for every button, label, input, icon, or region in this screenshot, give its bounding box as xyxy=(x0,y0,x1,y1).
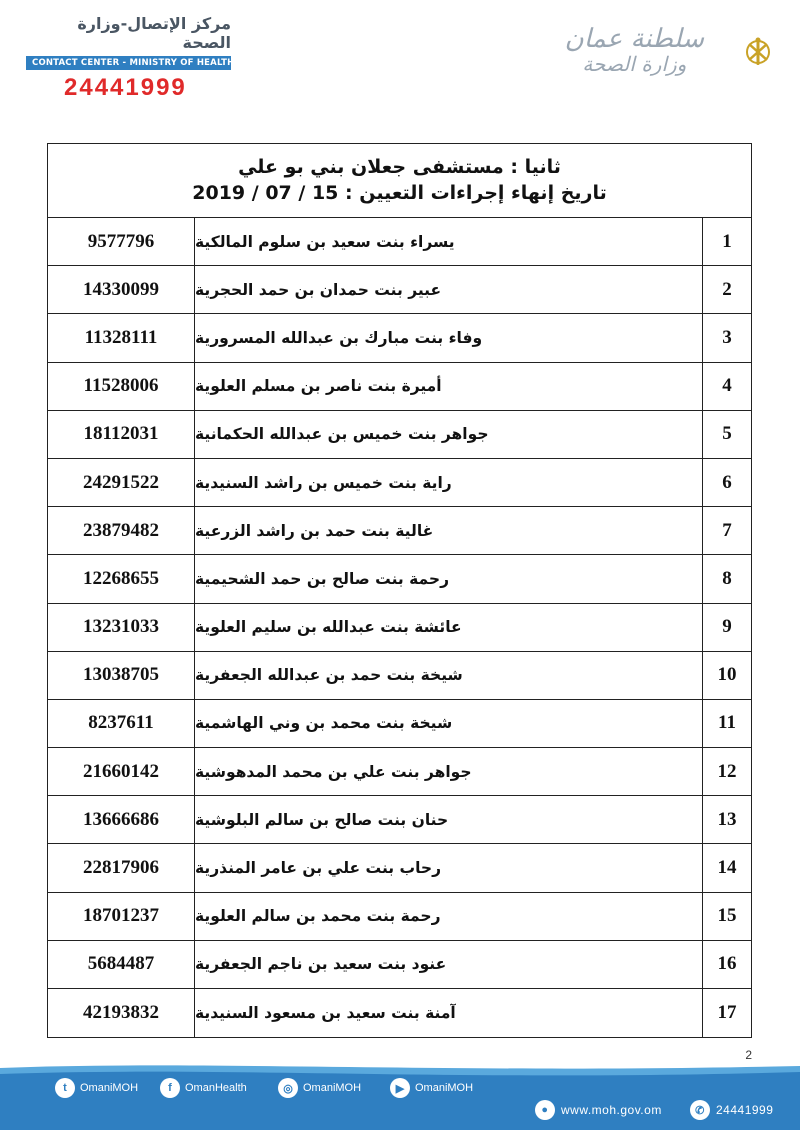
row-index: 17 xyxy=(717,1002,737,1024)
table-row xyxy=(48,363,751,411)
row-index: 8 xyxy=(722,567,732,589)
row-name: رحمة بنت محمد بن سالم العلوية xyxy=(195,893,703,940)
table-title xyxy=(48,144,751,218)
row-number: 18701237 xyxy=(48,893,195,940)
table-row xyxy=(48,266,751,314)
row-number: 11328111 xyxy=(48,314,195,361)
row-index: 16 xyxy=(717,953,737,975)
footer-phone-number: 24441999 xyxy=(716,1103,774,1117)
oman-emblem-icon xyxy=(714,12,786,92)
row-number: 12268655 xyxy=(48,555,195,602)
row-name: شيخة بنت محمد بن وني الهاشمية xyxy=(195,700,703,747)
table-row xyxy=(48,652,751,700)
footer-website[interactable] xyxy=(535,1100,662,1120)
row-index: 12 xyxy=(717,760,737,782)
footer-twitter[interactable] xyxy=(55,1078,138,1098)
row-name: يسراء بنت سعيد بن سلوم المالكية xyxy=(195,218,703,265)
row-number: 18112031 xyxy=(48,411,195,458)
table-row xyxy=(48,218,751,266)
table-row xyxy=(48,748,751,796)
row-name: جواهر بنت علي بن محمد المدهوشية xyxy=(195,748,703,795)
contact-center-block xyxy=(26,14,235,102)
instagram-icon: ◎ xyxy=(278,1078,298,1098)
logo-line-ministry: وزارة الصحة xyxy=(582,52,687,76)
row-name: جواهر بنت خميس بن عبدالله الحكمانية xyxy=(195,411,703,458)
row-name: عائشة بنت عبدالله بن سليم العلوية xyxy=(195,604,703,651)
row-index: 3 xyxy=(722,326,732,348)
twitter-handle: OmaniMOH xyxy=(80,1082,139,1094)
moh-logo-text xyxy=(565,24,704,76)
hospital-title: ثانيا : مستشفى جعلان بني بو علي xyxy=(238,156,561,178)
row-number: 13231033 xyxy=(48,604,195,651)
youtube-icon: ▶ xyxy=(390,1078,410,1098)
row-name: أميرة بنت ناصر بن مسلم العلوية xyxy=(195,363,703,410)
row-index: 4 xyxy=(722,375,732,397)
row-name: رحمة بنت صالح بن حمد الشحيمية xyxy=(195,555,703,602)
row-name: حنان بنت صالح بن سالم البلوشية xyxy=(195,796,703,843)
moh-logo xyxy=(526,12,786,92)
table-row xyxy=(48,314,751,362)
row-index: 11 xyxy=(718,712,736,734)
page-footer xyxy=(0,1060,800,1130)
row-name: غالية بنت حمد بن راشد الزرعية xyxy=(195,507,703,554)
globe-icon: ● xyxy=(535,1100,555,1120)
row-name: راية بنت خميس بن راشد السنيدية xyxy=(195,459,703,506)
facebook-handle: OmanHealth xyxy=(185,1082,247,1094)
row-index: 9 xyxy=(722,616,732,638)
table-row xyxy=(48,796,751,844)
appointment-date-title: تاريخ إنهاء إجراءات التعيين : 15 / 07 / 2019 xyxy=(192,182,607,204)
table-row xyxy=(48,700,751,748)
table-row xyxy=(48,459,751,507)
table-body xyxy=(48,218,751,1037)
row-name: آمنة بنت سعيد بن مسعود السنيدية xyxy=(195,989,703,1037)
instagram-handle: OmaniMOH xyxy=(303,1082,362,1094)
twitter-icon: t xyxy=(55,1078,75,1098)
row-name: عنود بنت سعيد بن ناجم الجعفرية xyxy=(195,941,703,988)
row-index: 13 xyxy=(717,808,737,830)
row-index: 15 xyxy=(717,905,737,927)
footer-facebook[interactable] xyxy=(160,1078,247,1098)
table-row xyxy=(48,941,751,989)
page-header xyxy=(0,0,800,110)
row-number: 13666686 xyxy=(48,796,195,843)
website-url: www.moh.gov.om xyxy=(561,1103,662,1117)
appointments-table xyxy=(47,143,752,1038)
row-index: 7 xyxy=(722,519,732,541)
footer-phone[interactable] xyxy=(690,1100,773,1120)
facebook-icon: f xyxy=(160,1078,180,1098)
row-index: 6 xyxy=(722,471,732,493)
row-name: شيخة بنت حمد بن عبدالله الجعفرية xyxy=(195,652,703,699)
row-number: 11528006 xyxy=(48,363,195,410)
table-row xyxy=(48,844,751,892)
row-name: وفاء بنت مبارك بن عبدالله المسرورية xyxy=(195,314,703,361)
row-number: 8237611 xyxy=(48,700,195,747)
row-number: 24291522 xyxy=(48,459,195,506)
row-number: 14330099 xyxy=(48,266,195,313)
row-index: 1 xyxy=(722,230,732,252)
row-number: 9577796 xyxy=(48,218,195,265)
phone-icon: ✆ xyxy=(690,1100,710,1120)
footer-instagram[interactable] xyxy=(278,1078,361,1098)
contact-center-english: CONTACT CENTER - MINISTRY OF HEALTH xyxy=(26,56,231,70)
row-number: 5684487 xyxy=(48,941,195,988)
table-row xyxy=(48,989,751,1037)
row-index: 5 xyxy=(722,423,732,445)
row-number: 23879482 xyxy=(48,507,195,554)
row-name: رحاب بنت علي بن عامر المنذرية xyxy=(195,844,703,891)
row-name: عبير بنت حمدان بن حمد الحجرية xyxy=(195,266,703,313)
table-row xyxy=(48,555,751,603)
row-index: 2 xyxy=(722,278,732,300)
row-number: 22817906 xyxy=(48,844,195,891)
row-index: 14 xyxy=(717,857,737,879)
row-number: 21660142 xyxy=(48,748,195,795)
youtube-handle: OmaniMOH xyxy=(415,1082,474,1094)
logo-line-sultanate: سلطنة عمان xyxy=(564,24,704,54)
table-row xyxy=(48,411,751,459)
table-row xyxy=(48,604,751,652)
row-index: 10 xyxy=(717,664,737,686)
page-number: 2 xyxy=(745,1048,752,1062)
contact-phone: 24441999 xyxy=(64,74,187,101)
footer-youtube[interactable] xyxy=(390,1078,473,1098)
contact-center-arabic: مركز الإتصال-وزارة الصحة xyxy=(77,14,231,52)
table-row xyxy=(48,507,751,555)
row-number: 42193832 xyxy=(48,989,195,1037)
row-number: 13038705 xyxy=(48,652,195,699)
table-row xyxy=(48,893,751,941)
